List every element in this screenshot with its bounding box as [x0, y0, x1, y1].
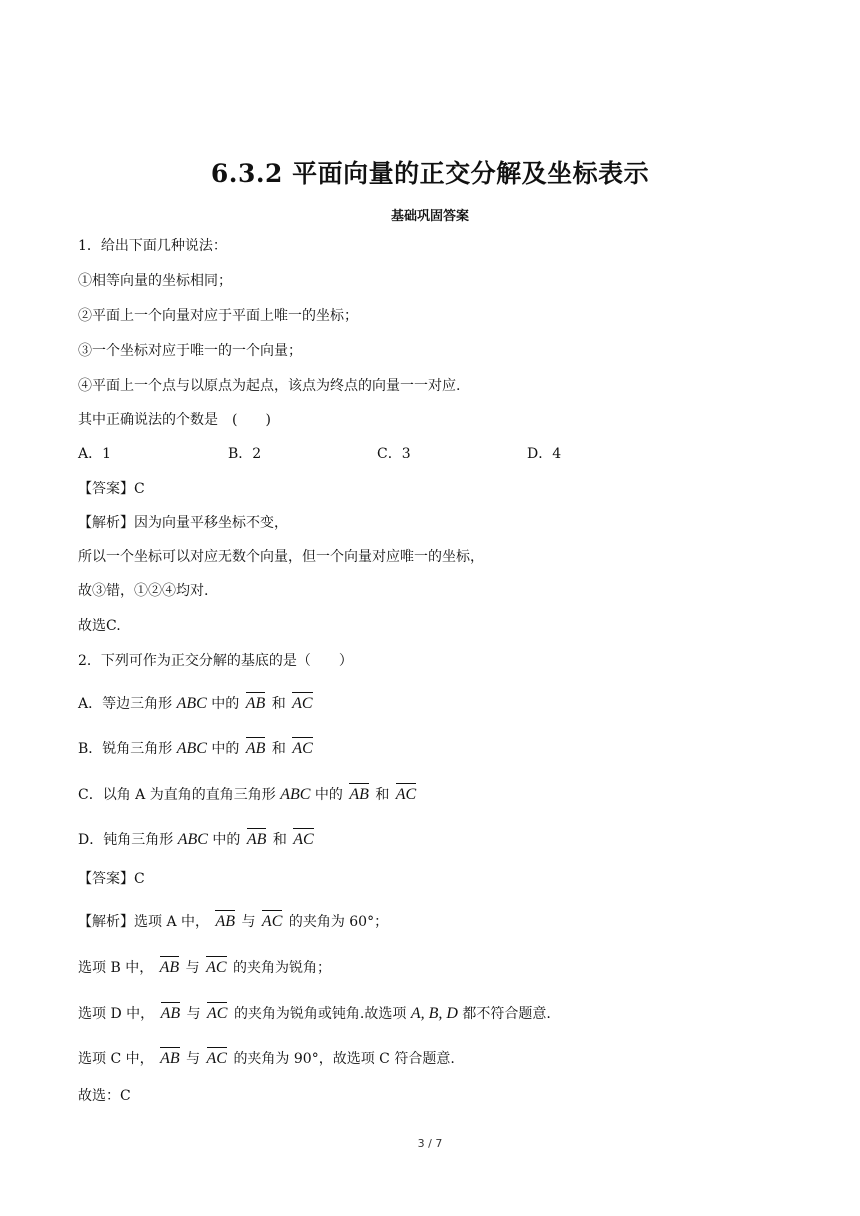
explanation-text: 的夹角为 90°，故选项 C 符合题意.	[233, 1051, 455, 1067]
q1-statement-3: ③一个坐标对应于唯一的一个向量；	[78, 343, 302, 359]
q1-statement-1: ①相等向量的坐标相同；	[78, 273, 232, 289]
q1-explanation-1: 【解析】因为向量平移坐标不变，	[78, 515, 288, 531]
vector-ac: AC	[262, 908, 282, 932]
q1-explanation-3: 故③错，①②④均对.	[78, 583, 209, 599]
connector-text: 中的	[314, 787, 343, 803]
option-text: B．锐角三角形	[78, 741, 173, 757]
connector-text: 与	[241, 914, 256, 930]
connector-text: 和	[271, 696, 286, 712]
connector-text: 和	[375, 787, 390, 803]
q2-final-answer: 故选：C	[78, 1088, 131, 1104]
explanation-text: 选项 C 中，	[78, 1051, 154, 1067]
page-number: 3 / 7	[417, 1137, 443, 1150]
connector-text: 与	[185, 960, 200, 976]
q1-option-c: C．3	[377, 446, 411, 462]
triangle-name: ABC	[177, 831, 208, 848]
q2-option-a	[78, 690, 315, 714]
vector-ab: AB	[160, 954, 180, 978]
vector-ac: AC	[292, 690, 312, 714]
q1-explanation-4: 故选C.	[78, 618, 121, 634]
q2-option-d	[78, 826, 316, 850]
vector-ab: AB	[215, 908, 235, 932]
q1-option-d: D．4	[527, 446, 562, 462]
q2-stem: 2．下列可作为正交分解的基底的是（ ）	[78, 653, 353, 669]
explanation-text: 都不符合题意.	[462, 1006, 551, 1022]
q1-explanation-2: 所以一个坐标可以对应无数个向量，但一个向量对应唯一的坐标，	[78, 549, 484, 565]
vector-ab: AB	[160, 1045, 180, 1069]
vector-ab: AB	[247, 826, 267, 850]
q1-statement-4: ④平面上一个点与以原点为起点，该点为终点的向量一一对应.	[78, 378, 461, 394]
q2-answer: 【答案】C	[78, 871, 145, 887]
q1-option-b: B．2	[228, 446, 262, 462]
option-text: C．以角 A 为直角的直角三角形	[78, 787, 276, 803]
vector-ab: AB	[246, 735, 266, 759]
q2-explanation-2	[78, 954, 331, 978]
connector-text: 中的	[211, 741, 240, 757]
connector-text: 与	[186, 1006, 201, 1022]
vector-ac: AC	[207, 1045, 227, 1069]
triangle-name: ABC	[176, 740, 207, 757]
explanation-text: 【解析】选项 A 中，	[78, 914, 210, 930]
vector-ab: AB	[161, 1000, 181, 1024]
triangle-name: ABC	[280, 786, 311, 803]
option-text: D．钝角三角形	[78, 832, 174, 848]
vector-ab: AB	[246, 690, 266, 714]
connector-text: 和	[272, 832, 287, 848]
q1-option-a: A．1	[78, 446, 112, 462]
connector-text: 和	[271, 741, 286, 757]
vector-ac: AC	[207, 1000, 227, 1024]
q1-stem: 1．给出下面几种说法：	[78, 238, 227, 254]
q2-option-c	[78, 781, 418, 805]
page-subtitle: 基础巩固答案	[390, 209, 469, 224]
explanation-text: 选项 D 中，	[78, 1006, 155, 1022]
explanation-text: 的夹角为 60°；	[288, 914, 389, 930]
q2-option-b	[78, 735, 315, 759]
vector-ac: AC	[292, 735, 312, 759]
connector-text: 与	[186, 1051, 201, 1067]
q1-question: 其中正确说法的个数是 ( )	[78, 412, 271, 428]
connector-text: 中的	[212, 832, 241, 848]
connector-text: 中的	[211, 696, 240, 712]
vector-ac: AC	[293, 826, 313, 850]
q2-explanation-3	[78, 1000, 551, 1024]
vector-ac: AC	[206, 954, 226, 978]
explanation-text: 选项 B 中，	[78, 960, 154, 976]
q1-statement-2: ②平面上一个向量对应于平面上唯一的坐标；	[78, 308, 358, 324]
vector-ab: AB	[349, 781, 369, 805]
page-title: 6.3.2 平面向量的正交分解及坐标表示	[210, 159, 650, 188]
option-letters: A, B, D	[410, 1005, 458, 1022]
triangle-name: ABC	[176, 695, 207, 712]
q2-explanation-1	[78, 908, 388, 932]
vector-ac: AC	[396, 781, 416, 805]
option-text: A．等边三角形	[78, 696, 173, 712]
q2-explanation-4	[78, 1045, 455, 1069]
q1-answer: 【答案】C	[78, 481, 145, 497]
explanation-text: 的夹角为锐角或钝角.故选项	[233, 1006, 407, 1022]
explanation-text: 的夹角为锐角；	[233, 960, 332, 976]
